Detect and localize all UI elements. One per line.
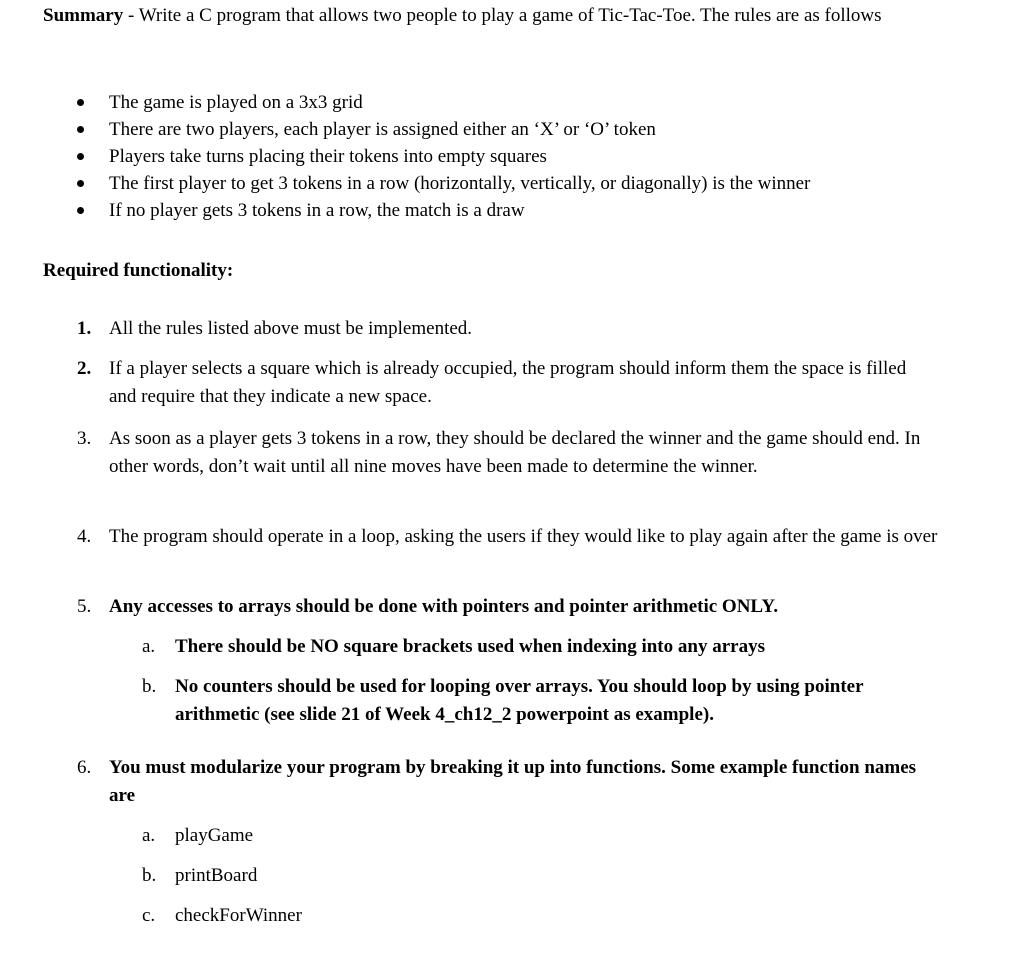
subitem-letter: b. (142, 676, 157, 697)
rules-list (77, 89, 810, 224)
subitem-letter: c. (142, 905, 156, 926)
rule-item: There are two players, each player is assigned either an ‘X’ or ‘O’ token (77, 116, 810, 143)
requirement-text: If a player selects a square which is already occupied, the program should inform them the space is filled and require that they indicate a new space. (109, 358, 907, 407)
bullet-icon (77, 153, 84, 160)
summary-text: - Write a C program that allows two people to play a game of Tic-Tac-Toe. The rules are as follows (123, 5, 882, 26)
requirement-text: All the rules listed above must be implemented. (109, 318, 473, 339)
subitem-text: printBoard (175, 865, 258, 886)
requirement-6-subitem-a (142, 822, 942, 850)
bullet-icon (77, 180, 84, 187)
requirement-5-subitem-a (142, 633, 942, 661)
requirement-item-6 (77, 754, 917, 810)
rule-item: The first player to get 3 tokens in a row (horizontally, vertically, or diagonally) is the winner (77, 170, 810, 197)
summary-paragraph (43, 2, 983, 30)
rule-item: If no player gets 3 tokens in a row, the match is a draw (77, 197, 810, 224)
requirement-number: 1. (77, 318, 92, 339)
bullet-icon (77, 207, 84, 214)
requirement-6-subitem-b (142, 862, 942, 890)
subitem-text: No counters should be used for looping over arrays. You should loop by using pointer arithmetic (see slide 21 of Week 4_ch12_2 powerpoint as example). (175, 676, 864, 725)
subitem-letter: b. (142, 865, 157, 886)
rule-item: Players take turns placing their tokens into empty squares (77, 143, 810, 170)
requirement-5-subitem-b (142, 673, 912, 729)
subitem-letter: a. (142, 636, 156, 657)
bullet-icon (77, 126, 84, 133)
subitem-text: checkForWinner (175, 905, 302, 926)
requirement-number: 5. (77, 596, 92, 617)
requirement-number: 3. (77, 428, 92, 449)
subitem-letter: a. (142, 825, 156, 846)
requirement-item-5 (77, 593, 967, 621)
requirement-item-1 (77, 315, 967, 343)
subitem-text: playGame (175, 825, 254, 846)
rule-item: The game is played on a 3x3 grid (77, 89, 810, 116)
required-functionality-heading: Required functionality: (43, 260, 234, 281)
requirement-text: You must modularize your program by breaking it up into functions. Some example function names are (109, 757, 917, 806)
requirement-item-2 (77, 355, 937, 411)
requirement-6-subitem-c (142, 902, 942, 930)
requirement-number: 4. (77, 526, 92, 547)
bullet-icon (77, 99, 84, 106)
subitem-text: There should be NO square brackets used when indexing into any arrays (175, 636, 765, 657)
requirement-number: 6. (77, 757, 92, 778)
requirement-text: The program should operate in a loop, asking the users if they would like to play again after the game is over (109, 526, 938, 547)
requirement-item-3 (77, 425, 945, 481)
requirement-text: Any accesses to arrays should be done with pointers and pointer arithmetic ONLY. (109, 596, 779, 617)
requirement-text: As soon as a player gets 3 tokens in a row, they should be declared the winner and the game should end. In other words, don’t wait until all nine moves have been made to determine the winner. (109, 428, 921, 477)
requirement-item-4 (77, 523, 967, 551)
summary-label: Summary (43, 5, 124, 26)
requirement-number: 2. (77, 358, 92, 379)
